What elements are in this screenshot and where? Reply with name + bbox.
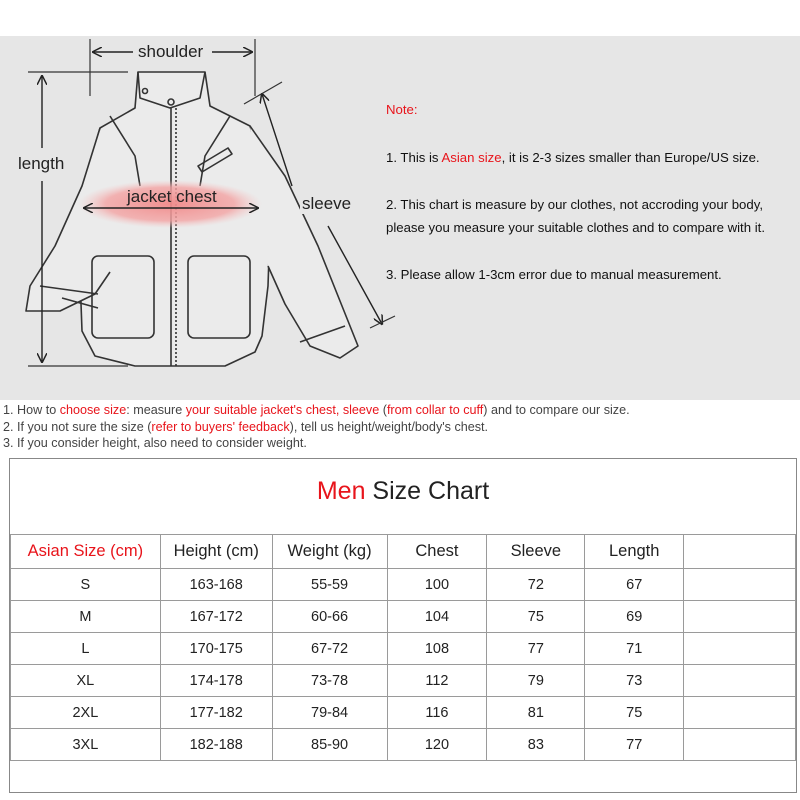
- note-1-text: 1. This is: [386, 150, 442, 165]
- instruction-2: [3, 419, 630, 436]
- size-chart: [9, 458, 797, 793]
- instr-1-seg: ) and to compare our size.: [483, 403, 630, 417]
- table-cell: 177-182: [160, 697, 272, 729]
- table-cell: 104: [387, 601, 487, 633]
- jacket-illustration: [0, 36, 800, 400]
- table-cell: 167-172: [160, 601, 272, 633]
- table-cell: 79: [487, 665, 585, 697]
- instruction-3: [3, 435, 630, 452]
- column-header: Sleeve: [487, 535, 585, 569]
- table-cell: 100: [387, 569, 487, 601]
- table-cell: [684, 729, 796, 761]
- table-cell: 170-175: [160, 633, 272, 665]
- instr-2-seg: ), tell us height/weight/body's chest.: [289, 419, 489, 434]
- table-cell: M: [11, 601, 161, 633]
- table-row: [11, 729, 796, 761]
- table-cell: 85-90: [272, 729, 387, 761]
- size-table: [10, 534, 796, 761]
- table-cell: 73-78: [272, 665, 387, 697]
- jacket-diagram: [0, 36, 800, 400]
- table-row: [11, 697, 796, 729]
- size-chart-title: [10, 477, 796, 506]
- note-1: [386, 150, 760, 165]
- chest-label: jacket chest: [127, 187, 217, 206]
- table-cell: 2XL: [11, 697, 161, 729]
- note-1-text-end: , it is 2-3 sizes smaller than Europe/US size.: [501, 150, 760, 165]
- sizing-instructions: [3, 402, 630, 452]
- instr-2-highlight: refer to buyers' feedback: [151, 419, 290, 434]
- table-cell: 116: [387, 697, 487, 729]
- column-header: Weight (kg): [272, 535, 387, 569]
- table-cell: [684, 697, 796, 729]
- table-row: [11, 569, 796, 601]
- table-cell: L: [11, 633, 161, 665]
- column-header: [684, 535, 796, 569]
- table-row: [11, 665, 796, 697]
- table-cell: 77: [585, 729, 684, 761]
- instr-2-seg: 2. If you not sure the size (: [3, 419, 152, 434]
- notes-heading: Note:: [386, 102, 418, 117]
- column-header: Chest: [387, 535, 487, 569]
- table-cell: [684, 633, 796, 665]
- table-cell: 112: [387, 665, 487, 697]
- table-cell: 83: [487, 729, 585, 761]
- note-1-highlight: Asian size: [441, 150, 502, 165]
- instr-1-seg: (: [379, 403, 387, 417]
- note-2b: please you measure your suitable clothes and to compare with it.: [386, 220, 765, 235]
- table-cell: 81: [487, 697, 585, 729]
- table-cell: 174-178: [160, 665, 272, 697]
- table-cell: 3XL: [11, 729, 161, 761]
- table-cell: 182-188: [160, 729, 272, 761]
- instr-1-highlight: from collar to cuff: [386, 403, 484, 417]
- table-cell: 79-84: [272, 697, 387, 729]
- table-cell: [684, 569, 796, 601]
- instr-1-highlight: your suitable jacket's chest, sleeve: [185, 403, 380, 417]
- title-text: Size Chart: [365, 477, 490, 505]
- table-cell: 67: [585, 569, 684, 601]
- instruction-1: [3, 402, 630, 419]
- instr-1-seg: : measure: [126, 403, 186, 417]
- column-header: Asian Size (cm): [11, 535, 161, 569]
- note-2a: 2. This chart is measure by our clothes, not accroding your body,: [386, 197, 764, 212]
- note-3: 3. Please allow 1-3cm error due to manual measurement.: [386, 267, 722, 282]
- sleeve-label: sleeve: [302, 194, 352, 213]
- instr-1-highlight: choose size: [59, 403, 127, 417]
- shoulder-label: shoulder: [138, 42, 204, 61]
- table-row: [11, 601, 796, 633]
- table-cell: [684, 601, 796, 633]
- instr-1-seg: 1. How to: [3, 403, 60, 417]
- title-highlight: Men: [316, 477, 366, 505]
- table-cell: 163-168: [160, 569, 272, 601]
- table-cell: 77: [487, 633, 585, 665]
- length-label: length: [18, 154, 65, 173]
- table-header-row: [11, 535, 796, 569]
- table-cell: 75: [585, 697, 684, 729]
- column-header: Height (cm): [160, 535, 272, 569]
- table-cell: 55-59: [272, 569, 387, 601]
- table-cell: 75: [487, 601, 585, 633]
- table-row: [11, 633, 796, 665]
- table-cell: 108: [387, 633, 487, 665]
- instr-3-seg: 3. If you consider height, also need to consider weight.: [3, 436, 307, 451]
- table-cell: 120: [387, 729, 487, 761]
- table-cell: 73: [585, 665, 684, 697]
- table-cell: 71: [585, 633, 684, 665]
- table-cell: 67-72: [272, 633, 387, 665]
- table-cell: 72: [487, 569, 585, 601]
- table-cell: [684, 665, 796, 697]
- table-cell: 60-66: [272, 601, 387, 633]
- column-header: Length: [585, 535, 684, 569]
- table-cell: 69: [585, 601, 684, 633]
- table-cell: XL: [11, 665, 161, 697]
- table-cell: S: [11, 569, 161, 601]
